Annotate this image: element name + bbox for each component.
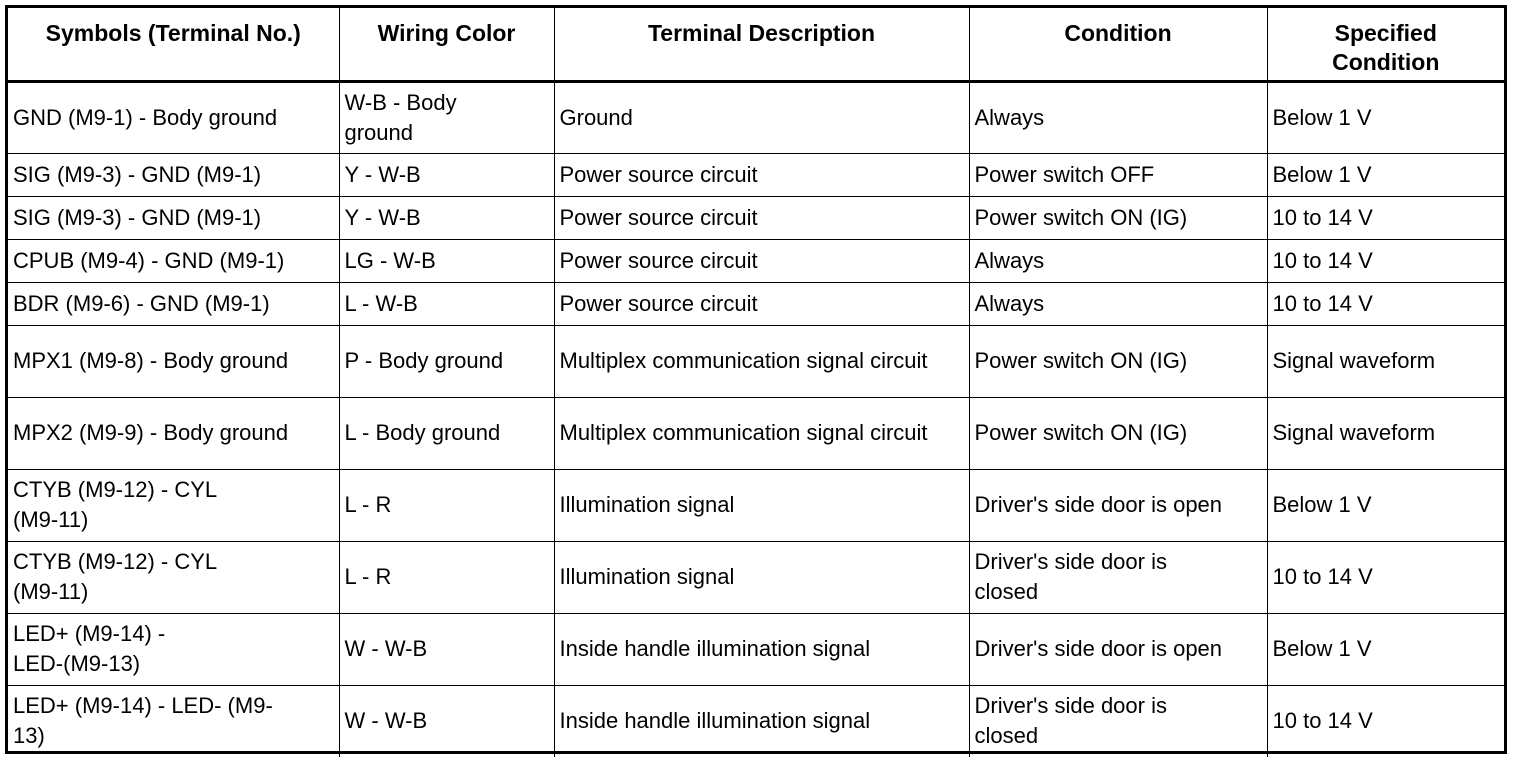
table-row <box>8 613 1504 685</box>
cell-specified-condition: Signal waveform <box>1267 325 1504 397</box>
cell-symbols: CPUB (M9-4) - GND (M9-1) <box>8 239 339 282</box>
cell-specified-condition: 10 to 14 V <box>1267 196 1504 239</box>
cell-wiring-color: W - W-B <box>339 685 554 757</box>
table-row <box>8 541 1504 613</box>
cell-terminal-description: Multiplex communication signal circuit <box>554 397 969 469</box>
cell-wiring-color: W-B - Body ground <box>339 81 554 153</box>
column-header-condition: Condition <box>969 8 1267 81</box>
cell-condition: Power switch ON (IG) <box>969 325 1267 397</box>
table-row <box>8 282 1504 325</box>
column-header-specified-condition: Specified Condition <box>1267 8 1504 81</box>
cell-wiring-color: Y - W-B <box>339 196 554 239</box>
table-row <box>8 325 1504 397</box>
cell-symbols: GND (M9-1) - Body ground <box>8 81 339 153</box>
cell-wiring-color: W - W-B <box>339 613 554 685</box>
cell-terminal-description: Power source circuit <box>554 282 969 325</box>
cell-specified-condition: Below 1 V <box>1267 153 1504 196</box>
terminal-table-frame <box>5 5 1507 754</box>
cell-wiring-color: L - R <box>339 541 554 613</box>
column-header-wiring-color: Wiring Color <box>339 8 554 81</box>
header-row <box>8 8 1504 81</box>
cell-condition: Driver's side door is open <box>969 469 1267 541</box>
cell-wiring-color: Y - W-B <box>339 153 554 196</box>
cell-specified-condition: Below 1 V <box>1267 613 1504 685</box>
cell-terminal-description: Inside handle illumination signal <box>554 613 969 685</box>
cell-terminal-description: Power source circuit <box>554 239 969 282</box>
cell-terminal-description: Ground <box>554 81 969 153</box>
cell-specified-condition: 10 to 14 V <box>1267 541 1504 613</box>
column-header-terminal-description: Terminal Description <box>554 8 969 81</box>
cell-terminal-description: Illumination signal <box>554 541 969 613</box>
cell-symbols: LED+ (M9-14) - LED- (M9-13) <box>8 685 339 757</box>
column-header-symbols: Symbols (Terminal No.) <box>8 8 339 81</box>
cell-terminal-description: Power source circuit <box>554 153 969 196</box>
table-row <box>8 196 1504 239</box>
cell-condition: Always <box>969 239 1267 282</box>
table-row <box>8 685 1504 757</box>
cell-condition: Driver's side door is closed <box>969 685 1267 757</box>
cell-symbols: SIG (M9-3) - GND (M9-1) <box>8 153 339 196</box>
cell-symbols: LED+ (M9-14) - LED-(M9-13) <box>8 613 339 685</box>
cell-wiring-color: L - Body ground <box>339 397 554 469</box>
cell-condition: Driver's side door is open <box>969 613 1267 685</box>
cell-specified-condition: Below 1 V <box>1267 469 1504 541</box>
cell-condition: Driver's side door is closed <box>969 541 1267 613</box>
cell-terminal-description: Multiplex communication signal circuit <box>554 325 969 397</box>
cell-symbols: MPX1 (M9-8) - Body ground <box>8 325 339 397</box>
cell-specified-condition: 10 to 14 V <box>1267 239 1504 282</box>
cell-condition: Power switch OFF <box>969 153 1267 196</box>
cell-condition: Always <box>969 282 1267 325</box>
table-body <box>8 81 1504 757</box>
table-row <box>8 153 1504 196</box>
cell-wiring-color: L - W-B <box>339 282 554 325</box>
cell-specified-condition: 10 to 14 V <box>1267 282 1504 325</box>
cell-wiring-color: P - Body ground <box>339 325 554 397</box>
cell-symbols: SIG (M9-3) - GND (M9-1) <box>8 196 339 239</box>
table-row <box>8 469 1504 541</box>
cell-terminal-description: Power source circuit <box>554 196 969 239</box>
cell-condition: Power switch ON (IG) <box>969 196 1267 239</box>
cell-condition: Power switch ON (IG) <box>969 397 1267 469</box>
cell-wiring-color: LG - W-B <box>339 239 554 282</box>
cell-symbols: CTYB (M9-12) - CYL (M9-11) <box>8 541 339 613</box>
cell-symbols: MPX2 (M9-9) - Body ground <box>8 397 339 469</box>
table-row <box>8 239 1504 282</box>
cell-terminal-description: Inside handle illumination signal <box>554 685 969 757</box>
cell-terminal-description: Illumination signal <box>554 469 969 541</box>
cell-specified-condition: Below 1 V <box>1267 81 1504 153</box>
cell-wiring-color: L - R <box>339 469 554 541</box>
cell-symbols: CTYB (M9-12) - CYL (M9-11) <box>8 469 339 541</box>
cell-specified-condition: 10 to 14 V <box>1267 685 1504 757</box>
table-row <box>8 81 1504 153</box>
cell-specified-condition: Signal waveform <box>1267 397 1504 469</box>
table-header <box>8 8 1504 81</box>
terminal-inspection-table <box>8 8 1504 757</box>
cell-condition: Always <box>969 81 1267 153</box>
cell-symbols: BDR (M9-6) - GND (M9-1) <box>8 282 339 325</box>
table-row <box>8 397 1504 469</box>
